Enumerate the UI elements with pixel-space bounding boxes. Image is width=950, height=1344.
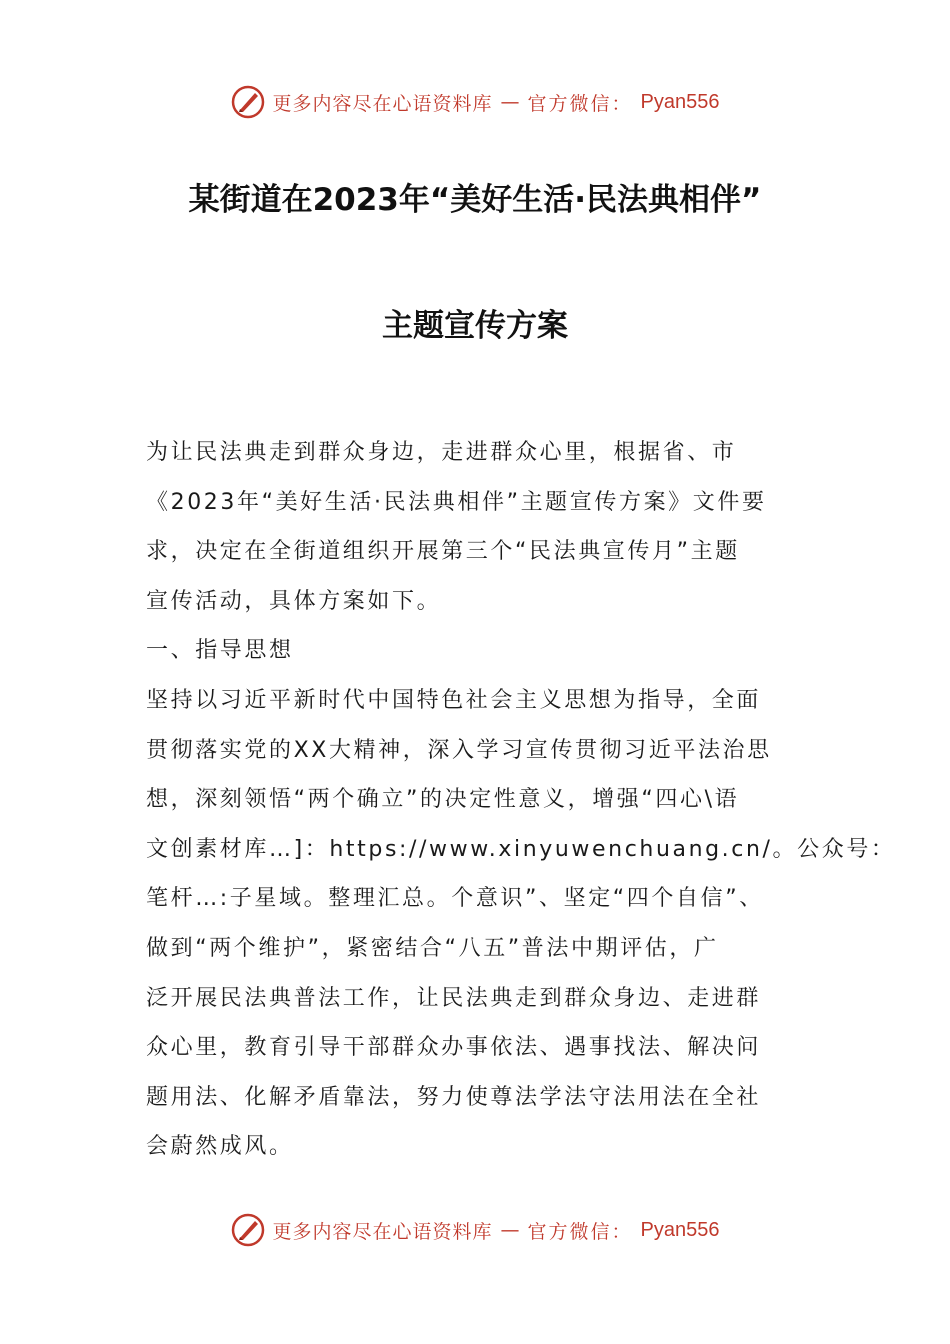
- section-heading: 一、指导思想: [146, 638, 294, 664]
- banner-separator: —: [500, 91, 520, 113]
- body-line: 做到“两个维护”，紧密结合“八五”普法中期评估，广: [146, 935, 719, 961]
- banner-text: 更多内容尽在心语资料库: [272, 92, 493, 115]
- banner-separator: —: [500, 1219, 520, 1241]
- quill-pen-logo-icon: [231, 85, 265, 119]
- body-line: 坚持以习近平新时代中国特色社会主义思想为指导，全面: [146, 687, 762, 713]
- body-line: 会蔚然成风。: [146, 1134, 294, 1160]
- body-line: 为让民法典走到群众身边，走进群众心里，根据省、市: [146, 440, 737, 465]
- quill-pen-logo-icon: [231, 1213, 265, 1247]
- document-body: [146, 428, 896, 1172]
- body-line: 题用法、化解矛盾靠法，努力使尊法学法守法用法在全社: [146, 1084, 762, 1110]
- document-title-line-2: 主题宣传方案: [382, 308, 568, 344]
- banner-text: 更多内容尽在心语资料库: [272, 1220, 493, 1243]
- header-banner: [0, 82, 950, 122]
- body-line: 求，决定在全街道组织开展第三个“民法典宣传月”主题: [146, 539, 740, 565]
- banner-wechat-id: Pyan556: [640, 1218, 720, 1241]
- body-line: 想，深刻领悟“两个确立”的决定性意义，增强“四心\语: [146, 787, 740, 813]
- body-line: 泛开展民法典普法工作，让民法典走到群众身边、走进群: [146, 985, 762, 1011]
- body-line: 贯彻落实党的XX大精神，深入学习宣传贯彻习近平法治思: [146, 737, 772, 763]
- body-line: 文创素材库…]：https://www.xinyuwenchuang.cn/。公众号：: [146, 836, 896, 862]
- body-line: 众心里，教育引导干部群众办事依法、遇事找法、解决问: [146, 1035, 762, 1061]
- footer-banner: [0, 1210, 950, 1250]
- body-line: 笔杆…:子星域。整理汇总。个意识”、坚定“四个自信”、: [146, 886, 764, 912]
- banner-wechat-label: 官方微信：: [527, 92, 633, 115]
- body-line: 宣传活动，具体方案如下。: [146, 588, 442, 614]
- banner-wechat-label: 官方微信：: [527, 1220, 633, 1243]
- body-line: 《2023年“美好生活·民法典相伴”主题宣传方案》文件要: [146, 489, 767, 515]
- banner-wechat-id: Pyan556: [640, 90, 720, 113]
- document-title-line-1: 某街道在2023年“美好生活·民法典相伴”: [188, 182, 762, 218]
